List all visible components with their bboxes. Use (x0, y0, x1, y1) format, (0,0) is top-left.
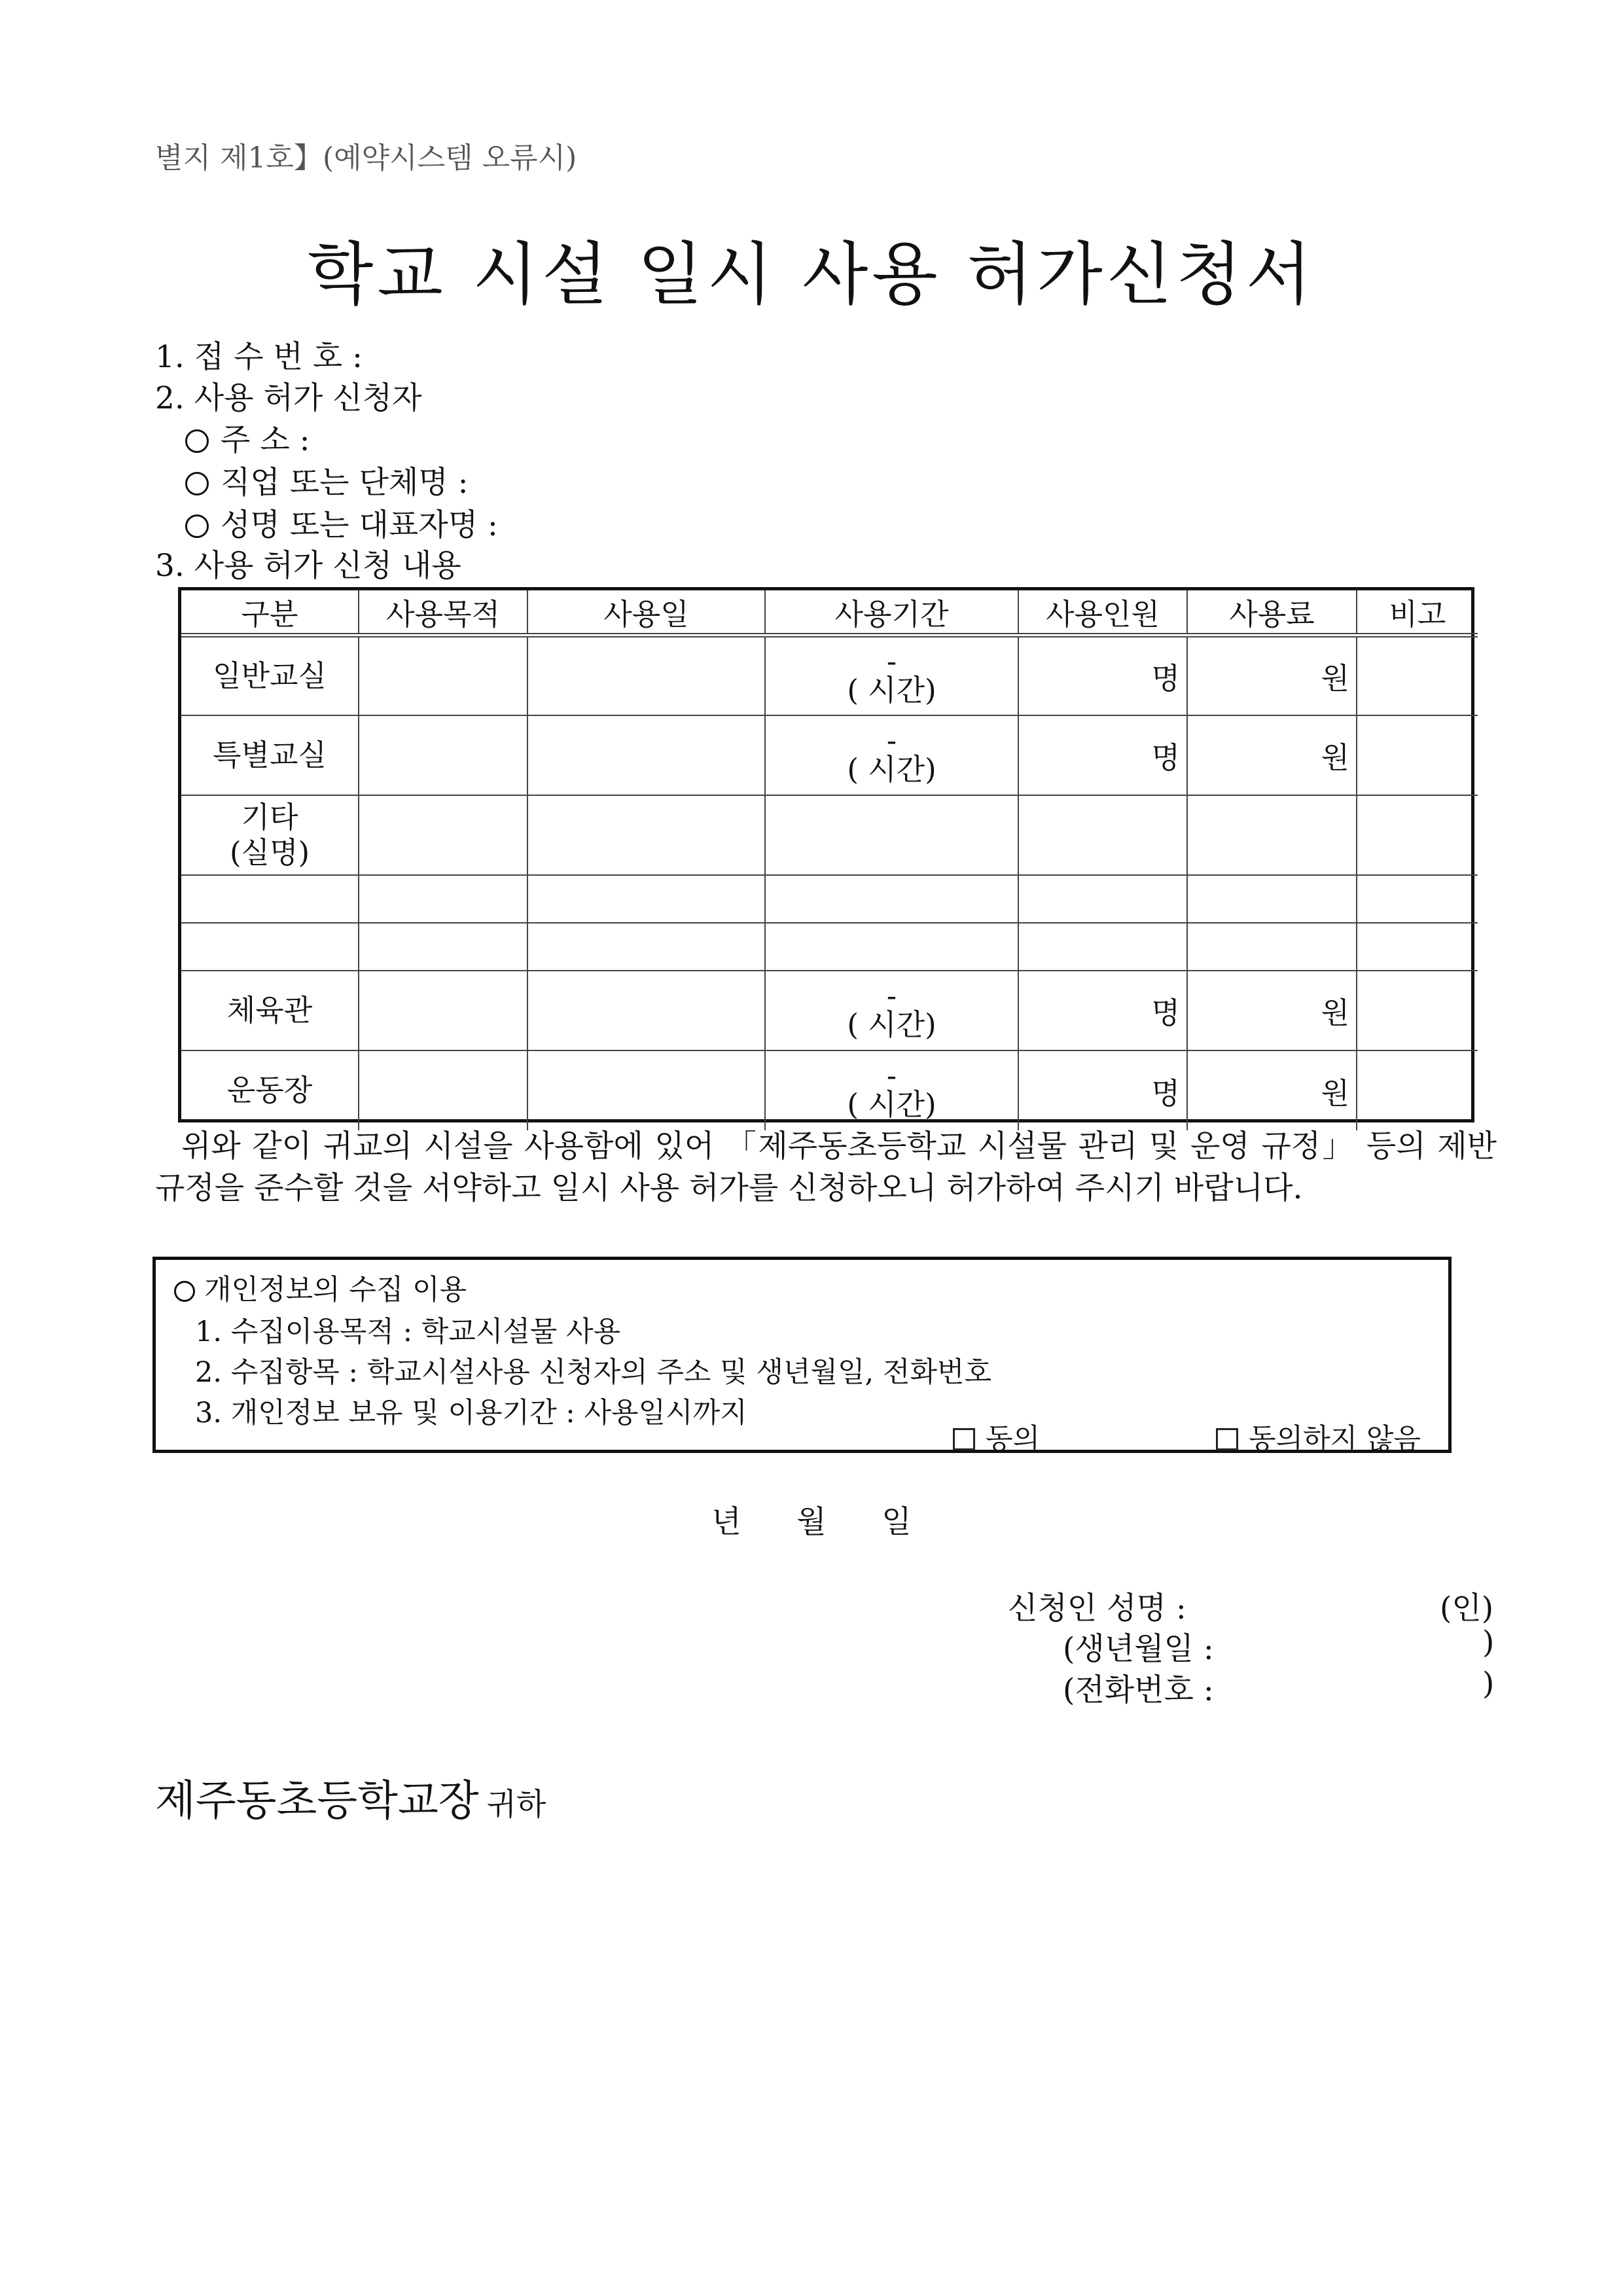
period-cell[interactable]: - ( 시간) (765, 971, 1018, 1050)
note-cell[interactable] (1357, 923, 1478, 971)
addressee-name: 제주동초등학교장 (155, 1777, 479, 1825)
privacy-item-retention: 3. 개인정보 보유 및 이용기간 : 사용일시까지 (195, 1397, 747, 1429)
receipt-number-field[interactable] (155, 332, 363, 376)
applicant-heading: 2. 사용 허가 신청자 (155, 380, 422, 416)
receipt-number-label: 1. 접 수 번 호 : (155, 339, 363, 375)
address-label: 주 소 : (221, 422, 310, 458)
fee-cell[interactable] (1187, 875, 1357, 923)
col-header-people: 사용인원 (1018, 590, 1187, 636)
row-label-other: 기타 (실명) (181, 795, 359, 875)
circle-bullet-icon (185, 472, 209, 495)
addressee (155, 1767, 546, 1827)
date-cell[interactable] (527, 1050, 765, 1130)
date-month: 월 (796, 1504, 827, 1540)
category-cell[interactable] (181, 923, 359, 971)
date-year: 년 (711, 1504, 741, 1540)
date-cell[interactable] (527, 875, 765, 923)
fee-cell[interactable]: 원 (1187, 715, 1357, 795)
addressee-honorific: 귀하 (486, 1787, 546, 1823)
page-title: 학교 시설 일시 사용 허가신청서 (307, 234, 1316, 314)
agree-checkbox[interactable] (953, 1417, 1040, 1457)
col-header-category: 구분 (181, 590, 359, 636)
row-label-general-classroom: 일반교실 (181, 636, 359, 715)
date-cell[interactable] (527, 923, 765, 971)
purpose-cell[interactable] (359, 795, 527, 875)
agree-label: 동의 (986, 1423, 1041, 1456)
applicant-name-label: 신청인 성명 : (1008, 1590, 1186, 1626)
birthdate-label: (생년월일 : (1063, 1631, 1214, 1667)
circle-bullet-icon (185, 429, 209, 453)
people-cell[interactable] (1018, 795, 1187, 875)
period-cell[interactable]: - ( 시간) (765, 1050, 1018, 1130)
table-row (181, 1050, 1478, 1130)
disagree-label: 동의하지 않음 (1249, 1423, 1421, 1456)
purpose-cell[interactable] (359, 875, 527, 923)
note-cell[interactable] (1357, 795, 1478, 875)
privacy-title: 개인정보의 수집 이용 (174, 1268, 467, 1308)
row-label-playground: 운동장 (181, 1050, 359, 1130)
col-header-fee: 사용료 (1187, 590, 1357, 636)
checkbox-icon[interactable] (1216, 1428, 1238, 1450)
phone-label: (전화번호 : (1063, 1672, 1214, 1708)
privacy-consent-box (152, 1257, 1452, 1456)
col-header-date: 사용일 (527, 590, 765, 636)
note-cell[interactable] (1357, 971, 1478, 1050)
people-cell[interactable] (1018, 875, 1187, 923)
checkbox-icon[interactable] (953, 1428, 975, 1450)
note-cell[interactable] (1357, 636, 1478, 715)
fee-cell[interactable]: 원 (1187, 636, 1357, 715)
fee-cell[interactable] (1187, 795, 1357, 875)
people-cell[interactable]: 명 (1018, 715, 1187, 795)
table-row (181, 923, 1478, 971)
seal-label: (인) (1440, 1590, 1494, 1626)
purpose-cell[interactable] (359, 636, 527, 715)
period-cell[interactable]: - ( 시간) (765, 715, 1018, 795)
table-row (181, 875, 1478, 923)
fee-cell[interactable]: 원 (1187, 971, 1357, 1050)
period-cell[interactable]: - ( 시간) (765, 636, 1018, 715)
people-cell[interactable]: 명 (1018, 636, 1187, 715)
name-label: 성명 또는 대표자명 : (221, 507, 498, 543)
usage-table (178, 587, 1474, 1122)
name-field[interactable] (185, 501, 498, 545)
circle-bullet-icon (174, 1281, 195, 1302)
period-cell[interactable] (765, 795, 1018, 875)
col-header-period: 사용기간 (765, 590, 1018, 636)
table-header-row (181, 590, 1478, 636)
table-row (181, 971, 1478, 1050)
privacy-item-fields: 2. 수집항목 : 학교시설사용 신청자의 주소 및 생년월일, 전화번호 (195, 1356, 991, 1389)
date-cell[interactable] (527, 636, 765, 715)
date-cell[interactable] (527, 795, 765, 875)
privacy-item-purpose: 1. 수집이용목적 : 학교시설물 사용 (195, 1316, 621, 1348)
date-cell[interactable] (527, 715, 765, 795)
purpose-cell[interactable] (359, 715, 527, 795)
address-field[interactable] (185, 416, 310, 459)
table-row (181, 636, 1478, 715)
purpose-cell[interactable] (359, 1050, 527, 1130)
note-cell[interactable] (1357, 715, 1478, 795)
period-cell[interactable] (765, 875, 1018, 923)
people-cell[interactable] (1018, 923, 1187, 971)
disagree-checkbox[interactable] (1216, 1417, 1421, 1457)
period-cell[interactable] (765, 923, 1018, 971)
form-reference: 별지 제1호】(예약시스템 오류시) (155, 141, 577, 175)
table-row (181, 715, 1478, 795)
pledge-paragraph: 위와 같이 귀교의 시설을 사용함에 있어 「제주동초등학교 시설물 관리 및 운영 규정」 등의 제반 규정을 준수할 것을 서약하고 일시 사용 허가를 신청하오니 허가하여 주시기 바랍니다. (155, 1128, 1497, 1206)
note-cell[interactable] (1357, 875, 1478, 923)
row-label-gym: 체육관 (181, 971, 359, 1050)
birthdate-close: ) (1482, 1624, 1495, 1660)
row-label-special-classroom: 특별교실 (181, 715, 359, 795)
purpose-cell[interactable] (359, 923, 527, 971)
category-cell[interactable] (181, 875, 359, 923)
date-day: 일 (882, 1504, 912, 1540)
people-cell[interactable]: 명 (1018, 1050, 1187, 1130)
col-header-purpose: 사용목적 (359, 590, 527, 636)
content-heading: 3. 사용 허가 신청 내용 (155, 548, 461, 584)
col-header-note: 비고 (1357, 590, 1478, 636)
table-row (181, 795, 1478, 875)
occupation-field[interactable] (185, 458, 468, 502)
people-cell[interactable]: 명 (1018, 971, 1187, 1050)
fee-cell[interactable] (1187, 923, 1357, 971)
circle-bullet-icon (185, 514, 209, 538)
phone-close: ) (1482, 1666, 1495, 1702)
occupation-label: 직업 또는 단체명 : (221, 465, 469, 501)
fee-cell[interactable]: 원 (1187, 1050, 1357, 1130)
date-line[interactable] (0, 1498, 1623, 1541)
purpose-cell[interactable] (359, 971, 527, 1050)
note-cell[interactable] (1357, 1050, 1478, 1130)
date-cell[interactable] (527, 971, 765, 1050)
